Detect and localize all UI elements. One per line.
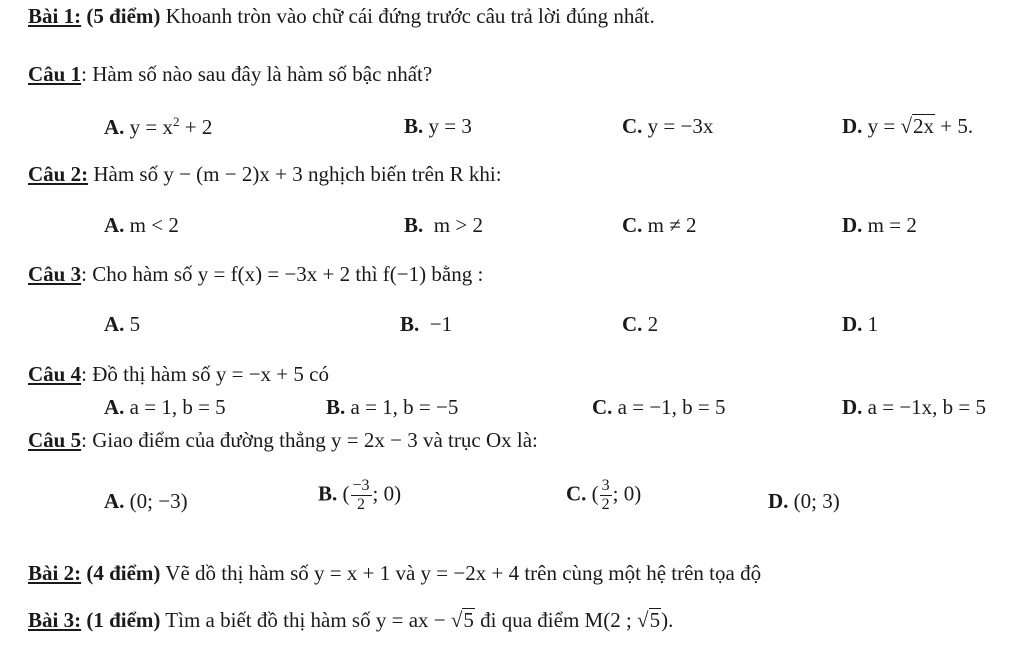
q3-option-a[interactable]: [104, 312, 140, 337]
option-text: (0; −3): [129, 489, 188, 513]
q4-option-b[interactable]: [326, 395, 458, 420]
option-letter: D.: [768, 489, 789, 513]
paren-close: ; 0): [372, 481, 402, 506]
option-text: m < 2: [129, 213, 179, 237]
exercise-2-text: Vẽ dồ thị hàm số y = x + 1 và y = −2x + 4 trên cùng một hệ trên tọa độ: [165, 561, 762, 585]
question-1: [28, 62, 432, 87]
option-letter: C.: [622, 213, 643, 237]
option-letter: A.: [104, 213, 125, 237]
question-2-label: Câu 2:: [28, 162, 89, 186]
q2-option-d[interactable]: [842, 213, 917, 238]
option-text: m = 2: [867, 213, 917, 237]
fraction-denominator: 2: [357, 496, 366, 513]
sqrt-sign: √: [450, 608, 463, 632]
option-letter: B.: [404, 213, 424, 237]
question-3-label: Câu 3: [28, 262, 82, 286]
option-letter: A.: [104, 312, 125, 336]
option-text: −1: [429, 312, 453, 336]
question-1-label: Câu 1: [28, 62, 82, 86]
question-2-text: Hàm số y − (m − 2)x + 3 nghịch biến trên R khi:: [93, 162, 502, 186]
exercise-1-text: Khoanh tròn vào chữ cái đứng trước câu trả lời đúng nhất.: [165, 4, 655, 28]
option-text: (0; 3): [793, 489, 840, 513]
option-text: 5: [129, 312, 141, 336]
q3-option-d[interactable]: [842, 312, 878, 337]
exercise-3-label: Bài 3:: [28, 608, 82, 632]
option-letter: C.: [566, 481, 587, 506]
option-letter: B.: [326, 395, 346, 419]
option-text: y = 3: [428, 114, 472, 138]
q3-option-c[interactable]: [622, 312, 658, 337]
q4-option-c[interactable]: [592, 395, 726, 420]
option-letter: C.: [622, 114, 643, 138]
option-text: a = −1x, b = 5: [867, 395, 987, 419]
option-letter: D.: [842, 114, 863, 138]
option-letter: A.: [104, 489, 125, 513]
option-text: 1: [867, 312, 879, 336]
q1-option-d[interactable]: [842, 114, 973, 139]
option-letter: A.: [104, 115, 125, 139]
option-letter: B.: [404, 114, 424, 138]
paren-open: (: [342, 481, 350, 506]
option-text-tail: + 5.: [935, 114, 974, 138]
q1-option-a[interactable]: [104, 114, 212, 140]
exercise-1-heading: [28, 4, 655, 29]
exercise-2: [28, 561, 761, 586]
sqrt-radicand: 2x: [913, 114, 935, 138]
exercise-3-text: Tìm a biết đồ thị hàm số y = ax −: [165, 608, 451, 632]
option-text: m > 2: [433, 213, 483, 237]
fraction-numerator: −3: [352, 477, 370, 494]
question-2: [28, 162, 502, 187]
sqrt-sign: √: [900, 114, 913, 138]
option-text: m ≠ 2: [647, 213, 697, 237]
q1-option-c[interactable]: [622, 114, 713, 139]
sqrt-sign: √: [637, 608, 649, 632]
exercise-2-label: Bài 2:: [28, 561, 82, 585]
sqrt-radicand-2: 5: [649, 608, 661, 632]
option-text: y =: [867, 114, 901, 138]
exponent: 2: [173, 114, 180, 129]
option-letter: B.: [318, 481, 338, 506]
fraction-denominator: 2: [601, 496, 610, 513]
q4-option-a[interactable]: [104, 395, 226, 420]
option-letter: D.: [842, 395, 863, 419]
option-letter: A.: [104, 395, 125, 419]
q5-option-a[interactable]: [104, 489, 188, 514]
q5-option-b[interactable]: [318, 478, 401, 513]
option-text: a = 1, b = 5: [129, 395, 226, 419]
exercise-1-label: Bài 1:: [28, 4, 82, 28]
q5-option-d[interactable]: [768, 489, 840, 514]
q2-option-c[interactable]: [622, 213, 697, 238]
exercise-3: [28, 608, 673, 633]
question-5-text: : Giao điểm của đường thẳng y = 2x − 3 và trục Ox là:: [81, 428, 538, 452]
q5-option-c[interactable]: [566, 478, 641, 513]
option-letter: C.: [592, 395, 613, 419]
option-text: a = −1, b = 5: [617, 395, 726, 419]
q3-option-b[interactable]: [400, 312, 452, 337]
paren-close: ; 0): [612, 481, 642, 506]
q1-option-b[interactable]: [404, 114, 472, 139]
q2-option-b[interactable]: [404, 213, 483, 238]
exercise-3-text-3: ).: [661, 608, 674, 632]
option-letter: D.: [842, 213, 863, 237]
option-letter: C.: [622, 312, 643, 336]
option-text: a = 1, b = −5: [350, 395, 459, 419]
exercise-2-points: (4 điểm): [86, 561, 161, 585]
question-5: [28, 428, 538, 453]
q2-option-a[interactable]: [104, 213, 179, 238]
question-4-text: : Đồ thị hàm số y = −x + 5 có: [81, 362, 329, 386]
option-text-tail: + 2: [179, 115, 213, 139]
question-1-text: : Hàm số nào sau đây là hàm số bậc nhất?: [81, 62, 433, 86]
question-5-label: Câu 5: [28, 428, 82, 452]
question-4-label: Câu 4: [28, 362, 82, 386]
fraction: [600, 478, 612, 513]
fraction-numerator: 3: [601, 477, 610, 494]
option-text: y = x: [129, 115, 174, 139]
option-letter: B.: [400, 312, 420, 336]
question-3-text: : Cho hàm số y = f(x) = −3x + 2 thì f(−1) bằng :: [81, 262, 484, 286]
exercise-1-points: (5 điểm): [86, 4, 161, 28]
paren-open: (: [591, 481, 599, 506]
option-letter: D.: [842, 312, 863, 336]
option-text: y = −3x: [647, 114, 714, 138]
question-3: [28, 262, 483, 287]
fraction: [351, 478, 372, 513]
exercise-3-points: (1 điểm): [86, 608, 161, 632]
option-text: 2: [647, 312, 659, 336]
question-4: [28, 362, 329, 387]
exercise-3-text-2: đi qua điểm M(2 ;: [474, 608, 638, 632]
sqrt-radicand: 5: [463, 608, 474, 632]
q4-option-d[interactable]: [842, 395, 986, 420]
